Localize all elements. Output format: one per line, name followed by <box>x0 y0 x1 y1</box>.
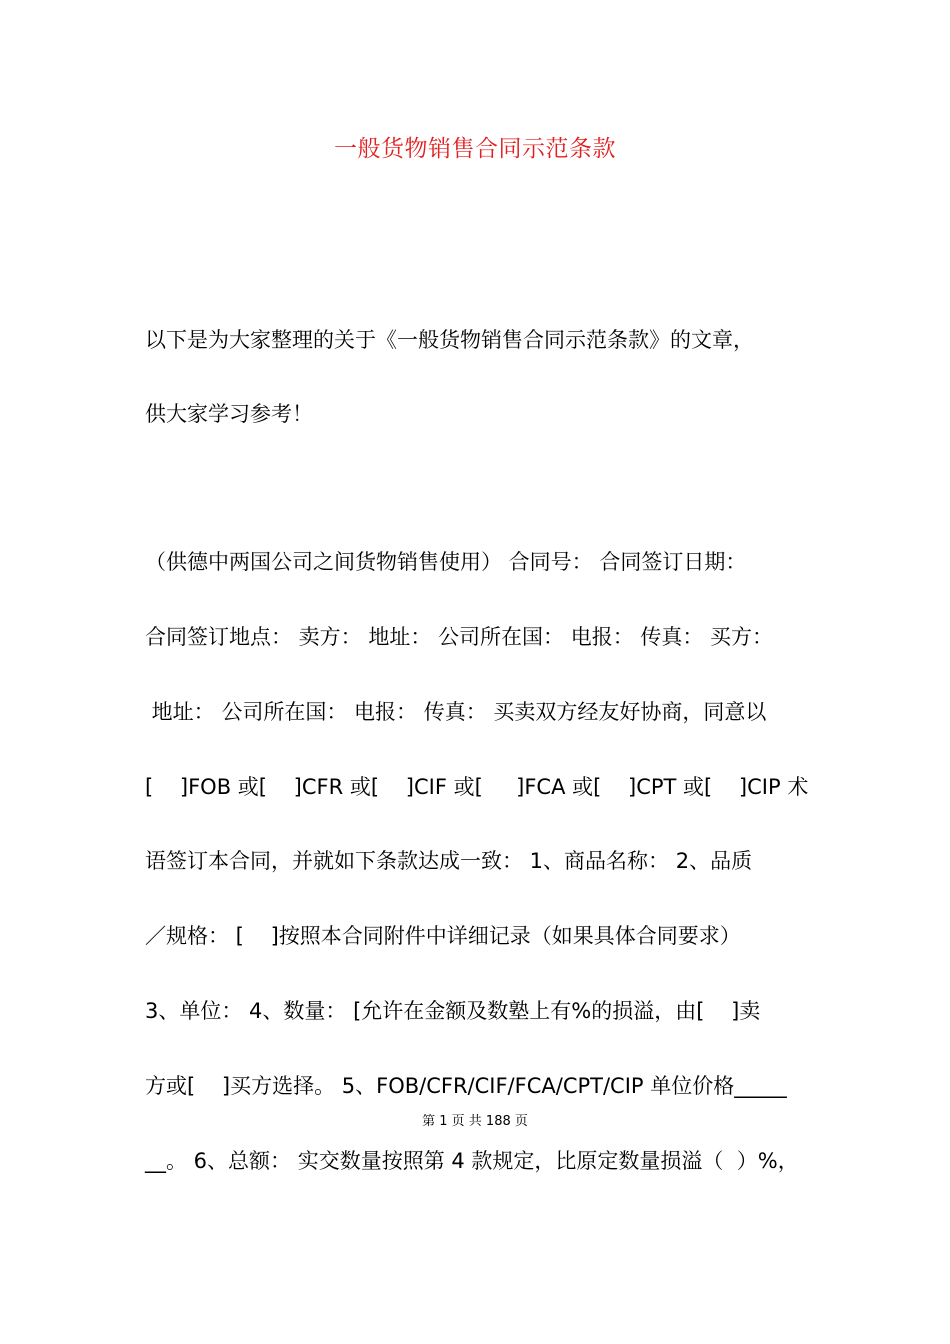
body-line: ／规格： [ ]按照本合同附件中详细记录（如果具体合同要求） <box>145 924 741 948</box>
body-line: 合同签订地点： 卖方： 地址： 公司所在国： 电报： 传真： 买方： <box>145 625 774 649</box>
document-title: 一般货物销售合同示范条款 <box>334 136 616 162</box>
body-line: （供德中两国公司之间货物销售使用） 合同号： 合同签订日期： <box>145 550 747 574</box>
body-line: [ ]FOB 或[ ]CFR 或[ ]CIF 或[ ]FCA 或[ ]CPT 或[ ]CIP 术 <box>145 775 809 799</box>
intro-line: 以下是为大家整理的关于《一般货物销售合同示范条款》的文章， <box>145 328 754 352</box>
page-footer: 第 1 页 共 188 页 <box>422 1114 528 1129</box>
body-line: 3、单位： 4、数量： [允许在金额及数塾上有%的损溢，由[ ]卖 <box>145 999 761 1023</box>
intro-line: 供大家学习参考！ <box>145 402 313 426</box>
body-line: 地址： 公司所在国： 电报： 传真： 买卖双方经友好协商，同意以 <box>145 700 767 724</box>
body-line: 语签订本合同，并就如下条款达成一致： 1、商品名称： 2、品质 <box>145 849 753 873</box>
body-line: 方或[ ]买方选择。 5、FOB/CFR/CIF/FCA/CPT/CIP 单位价格_____ <box>145 1074 787 1098</box>
body-line: __。 6、总额： 实交数量按照第 4 款规定，比原定数量损溢（ ）%， <box>145 1149 799 1173</box>
